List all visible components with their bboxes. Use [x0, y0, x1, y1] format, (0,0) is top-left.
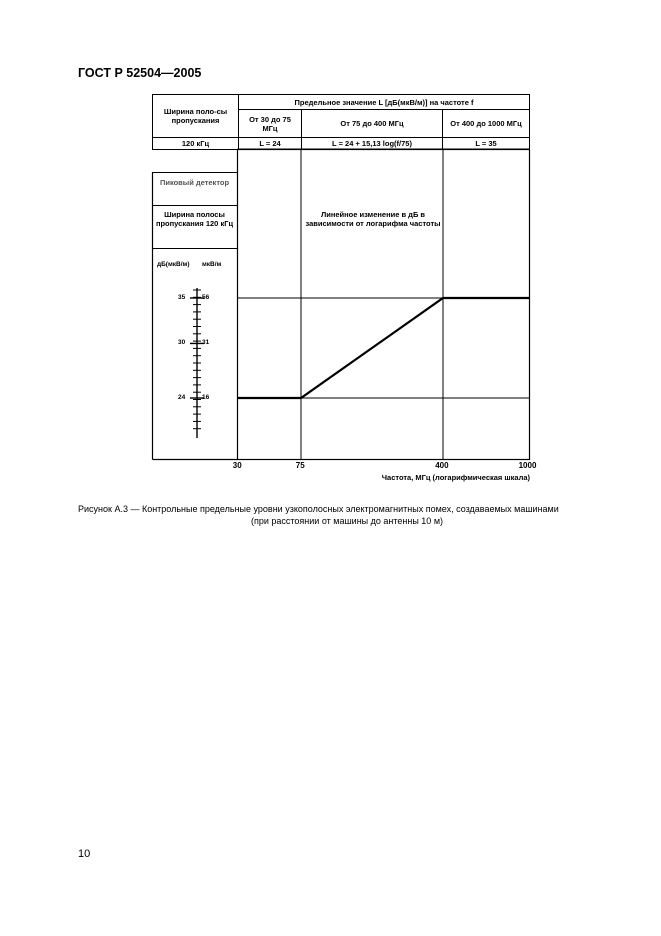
bandwidth-header: Ширина поло-сы пропускания [153, 95, 239, 138]
x-tick-75: 75 [295, 461, 305, 470]
x-axis-title: Частота, МГц (логарифмическая шкала) [381, 473, 530, 482]
limit-header: Предельное значение L [дБ(мкВ/м)] на частоте f [239, 95, 530, 110]
formula-75-400: L = 24 + 15,13 log(f/75) [302, 138, 443, 150]
bandwidth-label: Ширина полосы пропускания 120 кГц [155, 210, 234, 228]
formula-30-75: L = 24 [239, 138, 302, 150]
y-tick-uv-56: 56 [202, 294, 210, 301]
unit-uv-label: мкВ/м [202, 261, 222, 268]
page-number: 10 [78, 848, 91, 860]
grid-lines [238, 149, 530, 460]
figure-caption [78, 503, 616, 527]
formula-400-1000: L = 35 [443, 138, 530, 150]
y-tick-uv-31: 31 [202, 339, 210, 347]
caption-line-2: (при расстоянии от машины до антенны 10 м) [250, 516, 443, 526]
linear-change-annotation: Линейное изменение в дБ в зависимости от логарифма частоты [305, 210, 441, 228]
x-tick-30: 30 [232, 461, 242, 470]
y-tick-db-35: 35 [178, 294, 186, 301]
x-tick-1000: 1000 [518, 461, 537, 470]
limit-line [238, 298, 529, 398]
document-id: ГОСТ Р 52504—2005 [78, 66, 202, 80]
y-tick-db-24: 24 [178, 394, 186, 401]
unit-db-label: дБ(мкВ/м) [157, 261, 190, 268]
range-75-400: От 75 до 400 МГц [302, 110, 443, 138]
x-tick-400: 400 [435, 461, 449, 470]
y-tick-uv-16: 16 [202, 394, 210, 401]
y-tick-db-30: 30 [178, 339, 186, 347]
y-scale [190, 288, 204, 438]
range-400-1000: От 400 до 1000 МГц [443, 110, 530, 138]
detector-label: Пиковый детектор [159, 178, 230, 187]
range-30-75: От 30 до 75 МГц [239, 110, 302, 138]
plot-frame [238, 150, 530, 460]
bandwidth-value: 120 кГц [153, 138, 239, 150]
caption-line-1: Рисунок А.3 — Контрольные предельные уровни узкополосных электромагнитных помех, создаваемых машинами [78, 504, 559, 514]
